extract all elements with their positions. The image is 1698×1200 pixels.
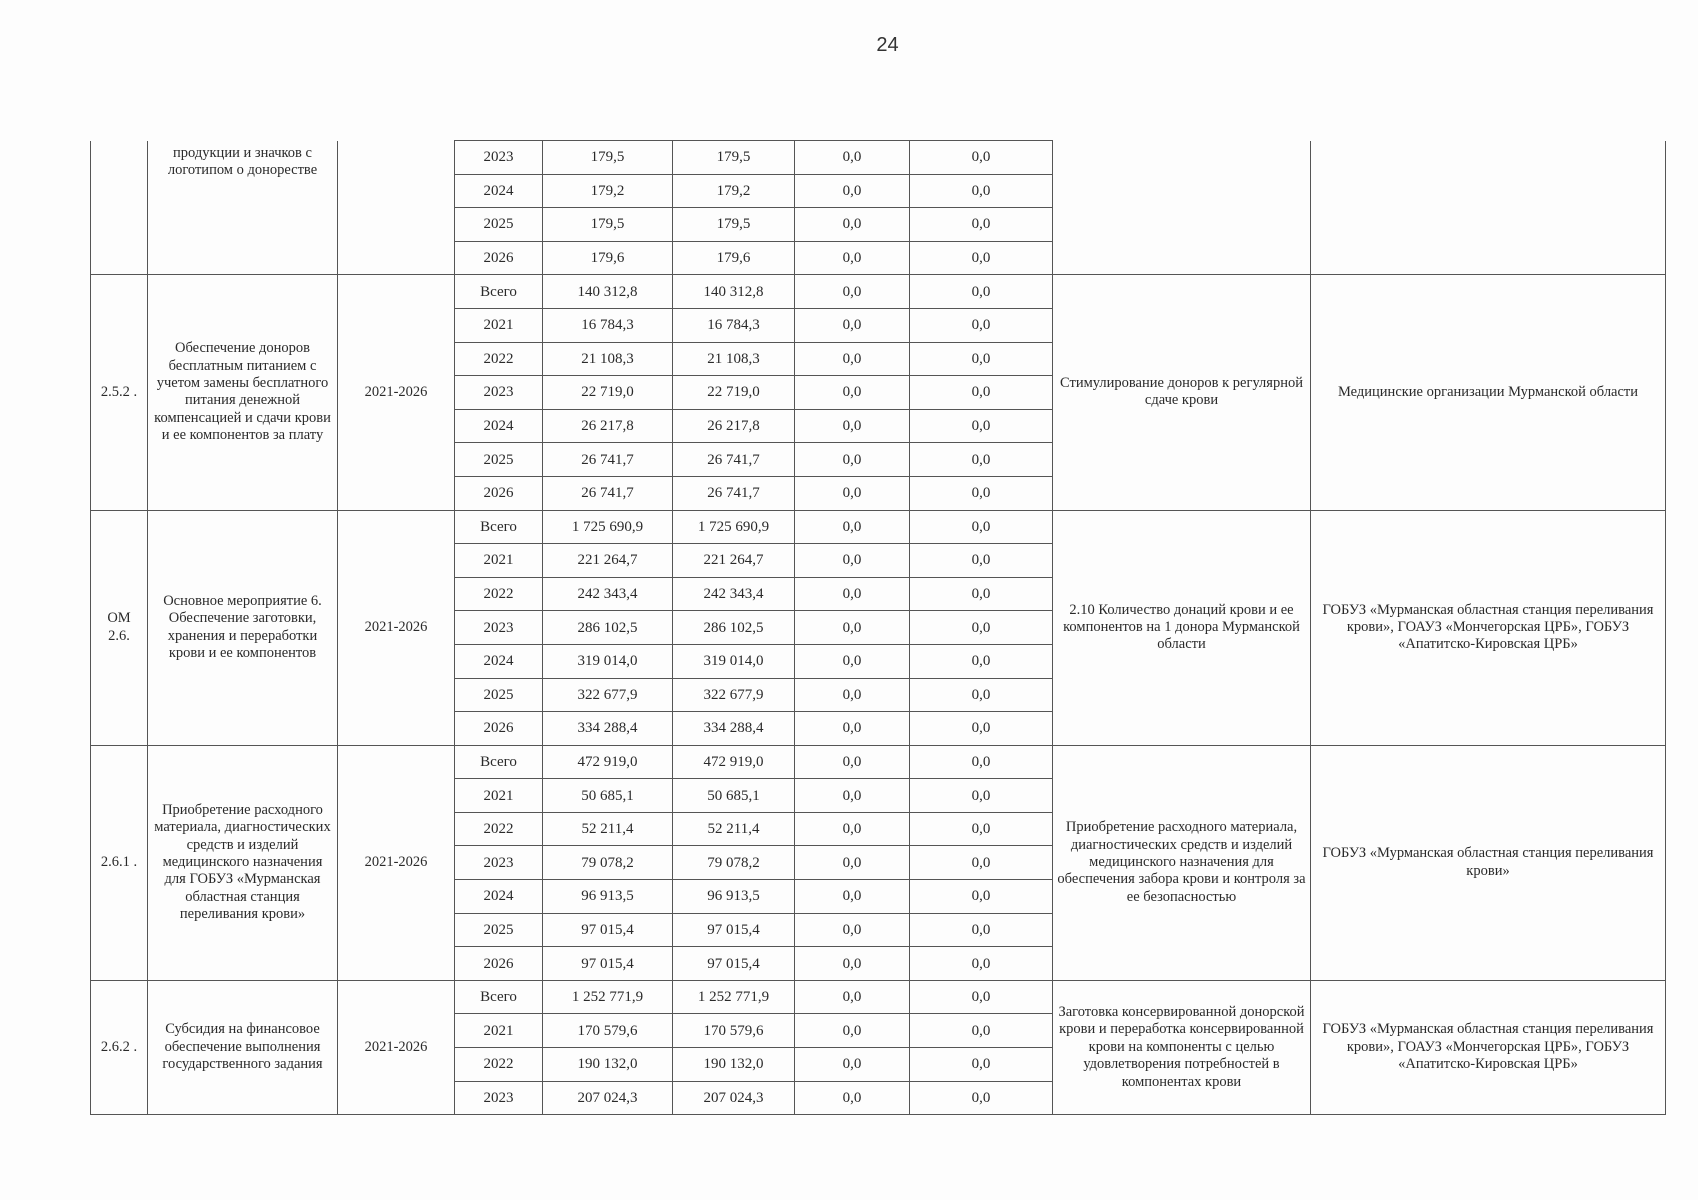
regional-cell: 190 132,0 — [673, 1048, 795, 1082]
other-cell: 0,0 — [910, 1081, 1053, 1115]
item-period: 2021-2026 — [338, 510, 455, 745]
year-cell: 2021 — [455, 779, 543, 813]
regional-cell: 242 343,4 — [673, 577, 795, 611]
other-cell: 0,0 — [910, 913, 1053, 947]
other-cell: 0,0 — [910, 644, 1053, 678]
total-cell: 26 741,7 — [543, 443, 673, 477]
regional-cell: 97 015,4 — [673, 947, 795, 981]
regional-cell: 286 102,5 — [673, 611, 795, 645]
regional-cell: 21 108,3 — [673, 342, 795, 376]
federal-cell: 0,0 — [795, 678, 910, 712]
year-cell: 2023 — [455, 141, 543, 175]
item-name: Обеспечение доноров бесплатным питанием с учетом замены бесплатного питания денежной компенсацией и сдачи крови и ее компонентов за плату — [148, 275, 338, 510]
regional-cell: 22 719,0 — [673, 376, 795, 410]
other-cell: 0,0 — [910, 174, 1053, 208]
federal-cell: 0,0 — [795, 577, 910, 611]
total-cell: 179,5 — [543, 208, 673, 242]
federal-cell: 0,0 — [795, 980, 910, 1014]
year-cell: 2025 — [455, 913, 543, 947]
total-cell: 26 217,8 — [543, 409, 673, 443]
regional-cell: 170 579,6 — [673, 1014, 795, 1048]
federal-cell: 0,0 — [795, 376, 910, 410]
regional-cell: 50 685,1 — [673, 779, 795, 813]
other-cell: 0,0 — [910, 577, 1053, 611]
item-code — [91, 141, 148, 275]
federal-cell: 0,0 — [795, 141, 910, 175]
other-cell: 0,0 — [910, 611, 1053, 645]
regional-cell: 96 913,5 — [673, 880, 795, 914]
total-cell: 170 579,6 — [543, 1014, 673, 1048]
other-cell: 0,0 — [910, 1014, 1053, 1048]
federal-cell: 0,0 — [795, 174, 910, 208]
total-cell: 21 108,3 — [543, 342, 673, 376]
federal-cell: 0,0 — [795, 712, 910, 746]
table-row — [91, 141, 1666, 175]
item-executor — [1311, 141, 1666, 275]
federal-cell: 0,0 — [795, 846, 910, 880]
year-cell: 2025 — [455, 208, 543, 242]
total-cell: 1 725 690,9 — [543, 510, 673, 544]
regional-cell: 97 015,4 — [673, 913, 795, 947]
other-cell: 0,0 — [910, 275, 1053, 309]
regional-cell: 207 024,3 — [673, 1081, 795, 1115]
item-indicator: Заготовка консервированной донорской крови и переработка консервированной крови на компоненты с целью удовлетворения потребностей в компонентах крови — [1053, 980, 1311, 1114]
item-executor: ГОБУЗ «Мурманская областная станция переливания крови», ГОАУЗ «Мончегорская ЦРБ», ГОБУЗ «Апатитско-Кировская ЦРБ» — [1311, 980, 1666, 1114]
federal-cell: 0,0 — [795, 409, 910, 443]
other-cell: 0,0 — [910, 241, 1053, 275]
item-indicator: 2.10 Количество донаций крови и ее компонентов на 1 донора Мурманской области — [1053, 510, 1311, 745]
federal-cell: 0,0 — [795, 779, 910, 813]
federal-cell: 0,0 — [795, 1014, 910, 1048]
total-cell: 221 264,7 — [543, 544, 673, 578]
federal-cell: 0,0 — [795, 947, 910, 981]
year-cell: 2024 — [455, 644, 543, 678]
total-cell: 1 252 771,9 — [543, 980, 673, 1014]
total-cell: 22 719,0 — [543, 376, 673, 410]
year-cell: Всего — [455, 980, 543, 1014]
regional-cell: 1 252 771,9 — [673, 980, 795, 1014]
regional-cell: 140 312,8 — [673, 275, 795, 309]
other-cell: 0,0 — [910, 342, 1053, 376]
federal-cell: 0,0 — [795, 745, 910, 779]
item-executor: ГОБУЗ «Мурманская областная станция переливания крови», ГОАУЗ «Мончегорская ЦРБ», ГОБУЗ «Апатитско-Кировская ЦРБ» — [1311, 510, 1666, 745]
other-cell: 0,0 — [910, 476, 1053, 510]
item-period: 2021-2026 — [338, 745, 455, 980]
total-cell: 322 677,9 — [543, 678, 673, 712]
page-number: 24 — [876, 34, 899, 56]
federal-cell: 0,0 — [795, 913, 910, 947]
year-cell: 2026 — [455, 241, 543, 275]
regional-cell: 52 211,4 — [673, 812, 795, 846]
item-indicator: Приобретение расходного материала, диагностических средств и изделий медицинского назначения для обеспечения забора крови и контроля за ее безопасностью — [1053, 745, 1311, 980]
item-period — [338, 141, 455, 275]
year-cell: 2024 — [455, 174, 543, 208]
total-cell: 50 685,1 — [543, 779, 673, 813]
year-cell: 2026 — [455, 712, 543, 746]
item-name: продукции и значков с логотипом о донорестве — [148, 141, 338, 275]
total-cell: 286 102,5 — [543, 611, 673, 645]
regional-cell: 221 264,7 — [673, 544, 795, 578]
other-cell: 0,0 — [910, 443, 1053, 477]
table-row — [91, 980, 1666, 1014]
total-cell: 26 741,7 — [543, 476, 673, 510]
table-body — [91, 141, 1666, 1115]
regional-cell: 319 014,0 — [673, 644, 795, 678]
total-cell: 179,5 — [543, 141, 673, 175]
total-cell: 472 919,0 — [543, 745, 673, 779]
total-cell: 97 015,4 — [543, 947, 673, 981]
item-executor: ГОБУЗ «Мурманская областная станция переливания крови» — [1311, 745, 1666, 980]
total-cell: 334 288,4 — [543, 712, 673, 746]
total-cell: 140 312,8 — [543, 275, 673, 309]
year-cell: Всего — [455, 745, 543, 779]
total-cell: 96 913,5 — [543, 880, 673, 914]
year-cell: 2026 — [455, 476, 543, 510]
year-cell: 2025 — [455, 443, 543, 477]
regional-cell: 26 217,8 — [673, 409, 795, 443]
year-cell: 2025 — [455, 678, 543, 712]
federal-cell: 0,0 — [795, 812, 910, 846]
regional-cell: 16 784,3 — [673, 308, 795, 342]
year-cell: 2024 — [455, 880, 543, 914]
federal-cell: 0,0 — [795, 275, 910, 309]
year-cell: 2021 — [455, 1014, 543, 1048]
regional-cell: 179,2 — [673, 174, 795, 208]
federal-cell: 0,0 — [795, 644, 910, 678]
regional-cell: 26 741,7 — [673, 443, 795, 477]
regional-cell: 334 288,4 — [673, 712, 795, 746]
other-cell: 0,0 — [910, 1048, 1053, 1082]
regional-cell: 322 677,9 — [673, 678, 795, 712]
year-cell: 2022 — [455, 812, 543, 846]
other-cell: 0,0 — [910, 980, 1053, 1014]
year-cell: 2021 — [455, 308, 543, 342]
federal-cell: 0,0 — [795, 510, 910, 544]
total-cell: 52 211,4 — [543, 812, 673, 846]
regional-cell: 179,5 — [673, 208, 795, 242]
federal-cell: 0,0 — [795, 241, 910, 275]
total-cell: 207 024,3 — [543, 1081, 673, 1115]
other-cell: 0,0 — [910, 880, 1053, 914]
program-table — [90, 140, 1666, 1115]
item-code: 2.5.2 . — [91, 275, 148, 510]
item-name: Основное мероприятие 6. Обеспечение заготовки, хранения и переработки крови и ее компонентов — [148, 510, 338, 745]
item-name: Приобретение расходного материала, диагностических средств и изделий медицинского назначения для ГОБУЗ «Мурманская областная станция переливания крови» — [148, 745, 338, 980]
year-cell: 2022 — [455, 577, 543, 611]
year-cell: 2022 — [455, 1048, 543, 1082]
table-row — [91, 745, 1666, 779]
other-cell: 0,0 — [910, 409, 1053, 443]
other-cell: 0,0 — [910, 947, 1053, 981]
regional-cell: 179,5 — [673, 141, 795, 175]
item-indicator: Стимулирование доноров к регулярной сдаче крови — [1053, 275, 1311, 510]
other-cell: 0,0 — [910, 544, 1053, 578]
year-cell: 2026 — [455, 947, 543, 981]
year-cell: 2023 — [455, 1081, 543, 1115]
year-cell: 2023 — [455, 611, 543, 645]
other-cell: 0,0 — [910, 712, 1053, 746]
year-cell: 2024 — [455, 409, 543, 443]
table-row — [91, 275, 1666, 309]
federal-cell: 0,0 — [795, 342, 910, 376]
regional-cell: 179,6 — [673, 241, 795, 275]
total-cell: 179,2 — [543, 174, 673, 208]
federal-cell: 0,0 — [795, 1048, 910, 1082]
total-cell: 242 343,4 — [543, 577, 673, 611]
other-cell: 0,0 — [910, 779, 1053, 813]
table-row — [91, 510, 1666, 544]
federal-cell: 0,0 — [795, 544, 910, 578]
item-indicator — [1053, 141, 1311, 275]
federal-cell: 0,0 — [795, 1081, 910, 1115]
year-cell: 2021 — [455, 544, 543, 578]
other-cell: 0,0 — [910, 846, 1053, 880]
other-cell: 0,0 — [910, 745, 1053, 779]
total-cell: 190 132,0 — [543, 1048, 673, 1082]
other-cell: 0,0 — [910, 308, 1053, 342]
regional-cell: 1 725 690,9 — [673, 510, 795, 544]
item-code: 2.6.1 . — [91, 745, 148, 980]
federal-cell: 0,0 — [795, 611, 910, 645]
item-period: 2021-2026 — [338, 275, 455, 510]
item-name: Субсидия на финансовое обеспечение выполнения государственного задания — [148, 980, 338, 1114]
other-cell: 0,0 — [910, 376, 1053, 410]
total-cell: 179,6 — [543, 241, 673, 275]
regional-cell: 26 741,7 — [673, 476, 795, 510]
regional-cell: 472 919,0 — [673, 745, 795, 779]
other-cell: 0,0 — [910, 812, 1053, 846]
total-cell: 79 078,2 — [543, 846, 673, 880]
year-cell: 2023 — [455, 846, 543, 880]
federal-cell: 0,0 — [795, 476, 910, 510]
item-code: 2.6.2 . — [91, 980, 148, 1114]
year-cell: 2022 — [455, 342, 543, 376]
total-cell: 97 015,4 — [543, 913, 673, 947]
regional-cell: 79 078,2 — [673, 846, 795, 880]
other-cell: 0,0 — [910, 208, 1053, 242]
item-period: 2021-2026 — [338, 980, 455, 1114]
item-executor: Медицинские организации Мурманской области — [1311, 275, 1666, 510]
federal-cell: 0,0 — [795, 880, 910, 914]
year-cell: Всего — [455, 275, 543, 309]
year-cell: 2023 — [455, 376, 543, 410]
total-cell: 319 014,0 — [543, 644, 673, 678]
federal-cell: 0,0 — [795, 443, 910, 477]
federal-cell: 0,0 — [795, 308, 910, 342]
total-cell: 16 784,3 — [543, 308, 673, 342]
other-cell: 0,0 — [910, 510, 1053, 544]
federal-cell: 0,0 — [795, 208, 910, 242]
year-cell: Всего — [455, 510, 543, 544]
other-cell: 0,0 — [910, 678, 1053, 712]
other-cell: 0,0 — [910, 141, 1053, 175]
item-code: ОМ 2.6. — [91, 510, 148, 745]
